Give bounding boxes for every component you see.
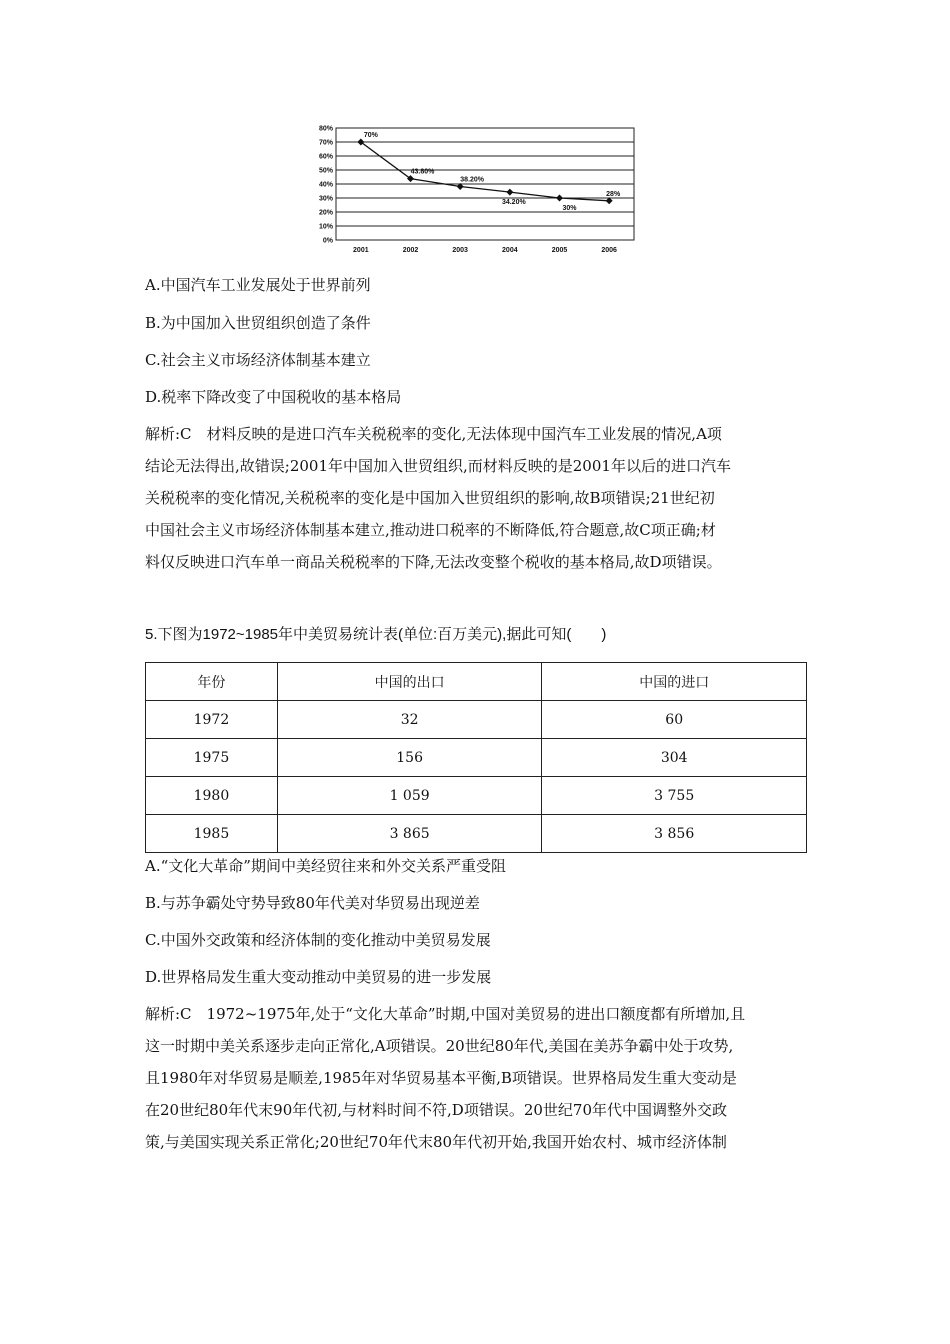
table-row bbox=[146, 815, 807, 853]
table-cell: 1985 bbox=[146, 815, 278, 853]
q5-option-a: A.“文化大革命”期间中美经贸往来和外交关系严重受阻 bbox=[145, 857, 506, 875]
q5-analysis-line: 这一时期中美关系逐步走向正常化,A项错误。20世纪80年代,美国在美苏争霸中处于攻势, bbox=[145, 1037, 734, 1055]
x-tick-label: 2002 bbox=[402, 247, 419, 254]
table-row bbox=[146, 701, 807, 739]
y-tick-label: 60% bbox=[318, 153, 333, 161]
data-label: 38.20% bbox=[460, 176, 485, 184]
q5-option-d: D.世界格局发生重大变动推动中美贸易的进一步发展 bbox=[145, 968, 492, 986]
data-label: 28% bbox=[606, 190, 621, 198]
table-cell: 1 059 bbox=[277, 777, 542, 815]
x-tick-label: 2003 bbox=[452, 247, 468, 254]
y-tick-label: 20% bbox=[318, 209, 333, 217]
table-cell: 3 856 bbox=[542, 815, 807, 853]
table-cell: 304 bbox=[542, 739, 807, 777]
data-point bbox=[506, 189, 513, 196]
data-label: 34.20% bbox=[501, 199, 526, 207]
q5-analysis bbox=[145, 998, 810, 1158]
y-tick-label: 80% bbox=[318, 125, 333, 133]
y-tick-label: 40% bbox=[318, 181, 333, 189]
data-label: 70% bbox=[363, 132, 378, 139]
q4-option-b: B.为中国加入世贸组织创造了条件 bbox=[145, 314, 371, 332]
table-cell: 1975 bbox=[146, 739, 278, 777]
q4-analysis-line: 料仅反映进口汽车单一商品关税税率的下降,无法改变整个税收的基本格局,故D项错误。 bbox=[145, 553, 722, 571]
tariff-line-chart bbox=[312, 122, 642, 258]
q5-analysis-line: 在20世纪80年代末90年代初,与材料时间不符,D项错误。20世纪70年代中国调整外交政 bbox=[145, 1101, 728, 1119]
table-header-row bbox=[146, 663, 807, 701]
table-cell: 3 755 bbox=[542, 777, 807, 815]
data-point bbox=[556, 195, 563, 202]
q5-analysis-line: 策,与美国实现关系正常化;20世纪70年代末80年代初开始,我国开始农村、城市经济体制 bbox=[145, 1133, 727, 1151]
table-cell: 32 bbox=[277, 701, 542, 739]
q4-analysis-line: 结论无法得出,故错误;2001年中国加入世贸组织,而材料反映的是2001年以后的进口汽车 bbox=[145, 457, 731, 475]
q4-option-c: C.社会主义市场经济体制基本建立 bbox=[145, 351, 371, 369]
q4-analysis-line: 关税税率的变化情况,关税税率的变化是中国加入世贸组织的影响,故B项错误;21世纪初 bbox=[145, 489, 715, 507]
header-cell: 中国的出口 bbox=[277, 663, 542, 701]
y-tick-label: 70% bbox=[318, 139, 333, 147]
q4-option-a: A.中国汽车工业发展处于世界前列 bbox=[145, 276, 371, 294]
x-tick-label: 2006 bbox=[601, 247, 617, 254]
q4-analysis-line: 中国社会主义市场经济体制基本建立,推动进口税率的不断降低,符合题意,故C项正确;材 bbox=[145, 521, 716, 539]
header-cell: 年份 bbox=[146, 663, 278, 701]
y-tick-label: 50% bbox=[318, 167, 333, 175]
q4-option-d: D.税率下降改变了中国税收的基本格局 bbox=[145, 388, 402, 406]
q5-analysis-line: 解析:C 1972~1975年,处于“文化大革命”时期,中国对美贸易的进出口额度都有所增加,且 bbox=[145, 1005, 746, 1023]
table-cell: 3 865 bbox=[277, 815, 542, 853]
q4-analysis bbox=[145, 418, 810, 578]
data-label: 30% bbox=[562, 205, 577, 212]
table-cell: 1980 bbox=[146, 777, 278, 815]
data-label: 43.80% bbox=[410, 168, 435, 176]
chart-svg bbox=[312, 122, 642, 258]
q5-option-c: C.中国外交政策和经济体制的变化推动中美贸易发展 bbox=[145, 931, 491, 949]
series-line bbox=[361, 142, 609, 201]
y-tick-label: 30% bbox=[318, 195, 333, 203]
x-tick-label: 2004 bbox=[502, 247, 518, 254]
q5-analysis-line: 且1980年对华贸易是顺差,1985年对华贸易基本平衡,B项错误。世界格局发生重大变动是 bbox=[145, 1069, 737, 1087]
q5-title: 5.下图为1972~1985年中美贸易统计表(单位:百万美元),据此可知( ) bbox=[145, 626, 607, 643]
table-cell: 1972 bbox=[146, 701, 278, 739]
x-tick-label: 2001 bbox=[353, 247, 369, 254]
y-tick-label: 0% bbox=[322, 237, 333, 245]
y-tick-label: 10% bbox=[318, 223, 333, 231]
q4-analysis-line: 解析:C 材料反映的是进口汽车关税税率的变化,无法体现中国汽车工业发展的情况,A项 bbox=[145, 425, 722, 443]
trade-table bbox=[145, 662, 807, 853]
x-tick-label: 2005 bbox=[551, 247, 568, 254]
table-row bbox=[146, 739, 807, 777]
table-row bbox=[146, 777, 807, 815]
table-cell: 60 bbox=[542, 701, 807, 739]
header-cell: 中国的进口 bbox=[542, 663, 807, 701]
q5-option-b: B.与苏争霸处守势导致80年代美对华贸易出现逆差 bbox=[145, 894, 480, 912]
table-cell: 156 bbox=[277, 739, 542, 777]
